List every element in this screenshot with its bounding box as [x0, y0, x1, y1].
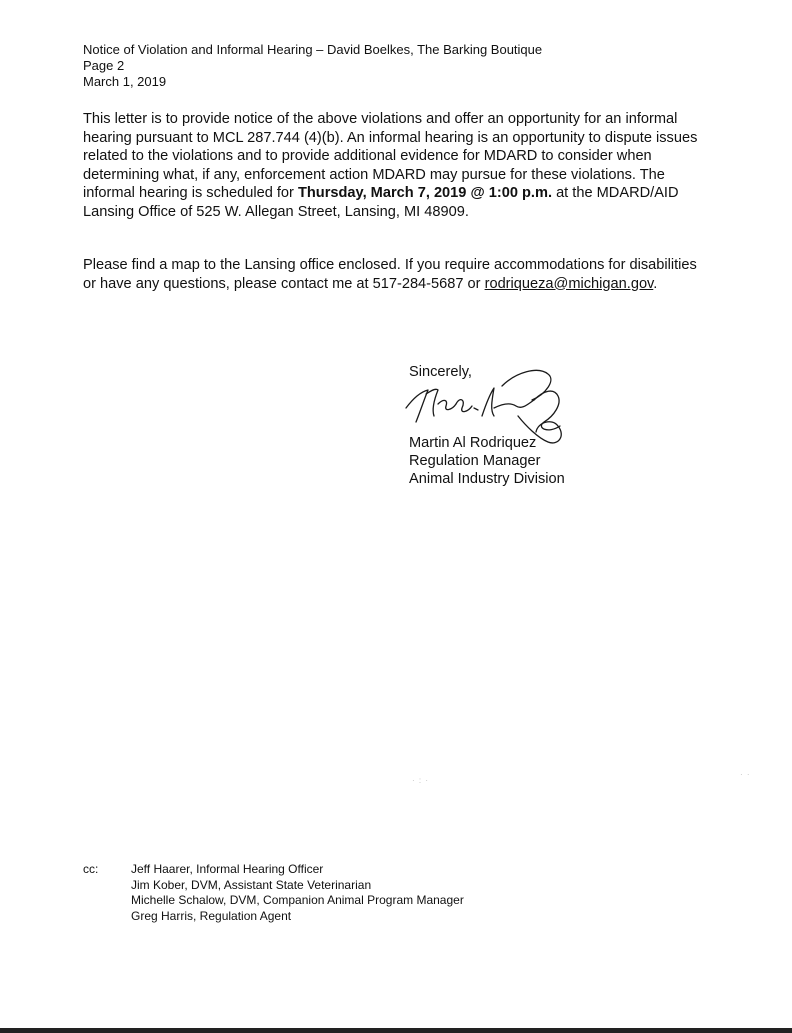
header-date: March 1, 2019 — [83, 74, 167, 89]
cc-recipient-list — [131, 862, 464, 924]
paragraph1-text-b: at the MDARD/AID Lansing Office of 525 W. Allegan Street, Lansing, MI 48909. — [83, 185, 679, 220]
cc-recipient: Michelle Schalow, DVM, Companion Animal Program Manager — [131, 893, 464, 907]
signature-block — [409, 434, 565, 488]
scan-speckle: · · — [740, 770, 751, 779]
header-subject: Notice of Violation and Informal Hearing – David Boelkes, The Barking Boutique — [83, 42, 543, 57]
hearing-date-time: Thursday, March 7, 2019 @ 1:00 p.m. — [297, 185, 553, 201]
cc-recipient: Greg Harris, Regulation Agent — [131, 908, 292, 923]
paragraph2-end: . — [653, 275, 658, 292]
scan-bottom-edge — [0, 1028, 792, 1033]
letter-header — [83, 42, 542, 90]
closing-salutation: Sincerely, — [409, 364, 472, 380]
paragraph2-text: Please find a map to the Lansing office enclosed. If you require accommodations for disabilities or have any questions, please contact me at 517-284-5687 or — [83, 257, 697, 292]
cc-recipient: Jeff Haarer, Informal Hearing Officer — [131, 862, 324, 876]
paragraph1-text-a: This letter is to provide notice of the above violations and offer an opportunity for an informal hearing pursuant to MCL 287.744 (4)(b). An informal hearing is an opportunity to dispute issues related to the violations and to provide additional evidence for MDARD to consider when determining what, if any, enforcement action MDARD may pursue for these violations. The informal hearing is scheduled for — [83, 111, 698, 201]
scan-speckle: · : · — [412, 776, 429, 785]
contact-paragraph — [83, 256, 703, 293]
signer-division: Animal Industry Division — [409, 471, 565, 487]
cc-recipient: Jim Kober, DVM, Assistant State Veterinarian — [131, 877, 372, 892]
signer-name: Martin Al Rodriquez — [409, 435, 537, 451]
cc-label: cc: — [83, 862, 99, 876]
email-link[interactable]: rodriqueza@michigan.gov — [484, 275, 654, 292]
header-page-number: Page 2 — [83, 58, 125, 73]
signer-title: Regulation Manager — [409, 453, 541, 469]
hearing-notice-paragraph — [83, 110, 703, 221]
